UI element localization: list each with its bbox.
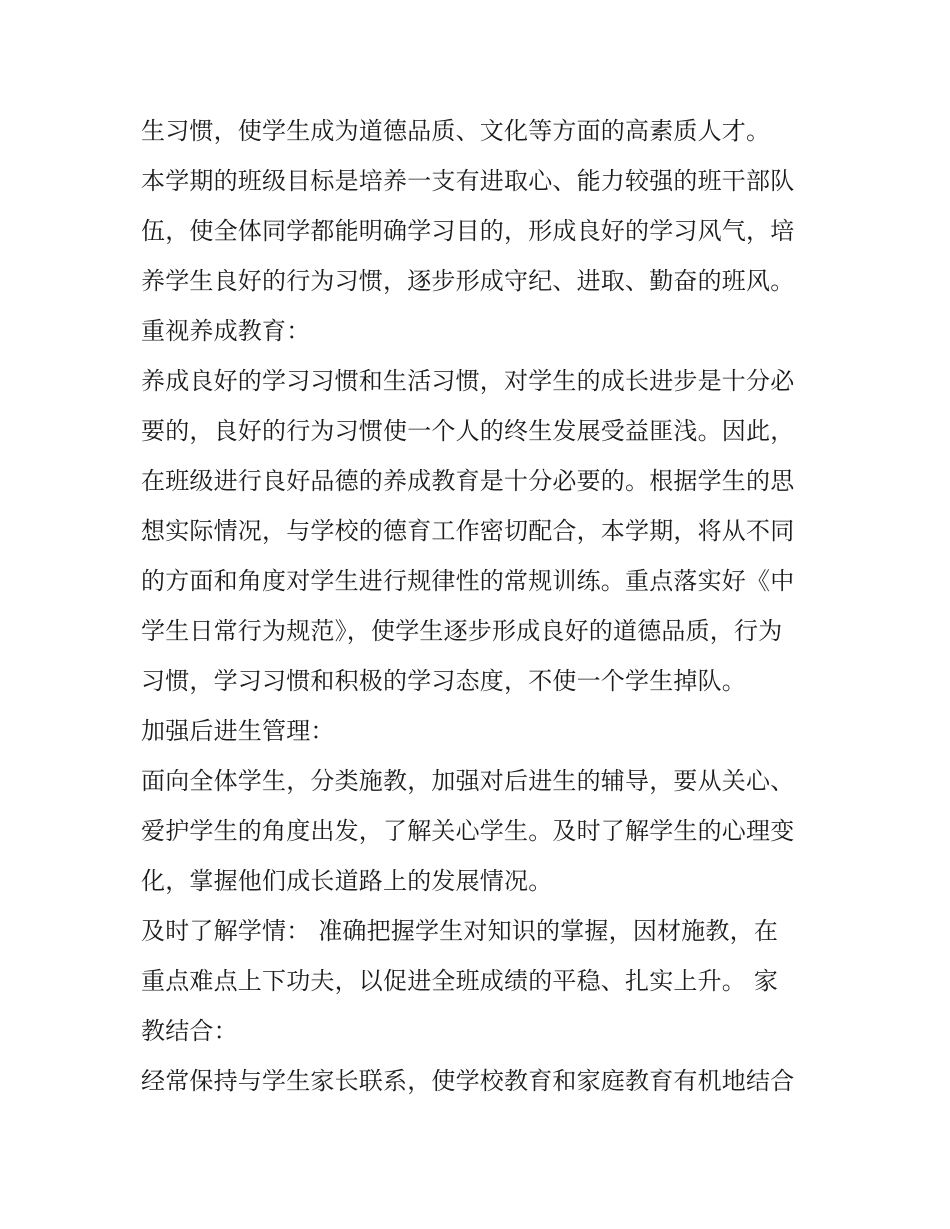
section-heading: 加强后进生管理： (141, 717, 335, 745)
section-heading: 重视养成教育： (141, 317, 311, 345)
text-line: 面向全体学生，分类施教，加强对后进生的辅导，要从关心、 (141, 767, 795, 795)
text-line: 化，掌握他们成长道路上的发展情况。 (141, 867, 553, 895)
text-line: 要的，良好的行为习惯使一个人的终生发展受益匪浅。因此， (141, 417, 795, 445)
text-line: 养成良好的学习习惯和生活习惯，对学生的成长进步是十分必 (141, 367, 795, 395)
text-line: 学生日常行为规范》，使学生逐步形成良好的道德品质，行为 (141, 617, 783, 645)
text-line: 爱护学生的角度出发，了解关心学生。及时了解学生的心理变 (141, 817, 795, 845)
text-line: 经常保持与学生家长联系，使学校教育和家庭教育有机地结合 (141, 1067, 795, 1095)
section-heading: 教结合： (141, 1017, 238, 1045)
text-line: 伍，使全体同学都能明确学习目的，形成良好的学习风气，培 (141, 217, 795, 245)
text-line: 在班级进行良好品德的养成教育是十分必要的。根据学生的思 (141, 467, 795, 495)
text-line: 想实际情况，与学校的德育工作密切配合，本学期，将从不同 (141, 517, 795, 545)
text-line: 的方面和角度对学生进行规律性的常规训练。重点落实好《中 (141, 567, 795, 595)
text-line: 生习惯，使学生成为道德品质、文化等方面的高素质人才。 (141, 117, 771, 145)
text-line: 养学生良好的行为习惯，逐步形成守纪、进取、勤奋的班风。 (141, 267, 795, 295)
text-line: 重点难点上下功夫，以促进全班成绩的平稳、扎实上升。 家 (141, 967, 779, 995)
text-line: 习惯，学习习惯和积极的学习态度，不使一个学生掉队。 (141, 667, 746, 695)
text-line: 本学期的班级目标是培养一支有进取心、能力较强的班干部队 (141, 167, 795, 195)
text-line: 及时了解学情： 准确把握学生对知识的掌握，因材施教，在 (141, 917, 779, 945)
